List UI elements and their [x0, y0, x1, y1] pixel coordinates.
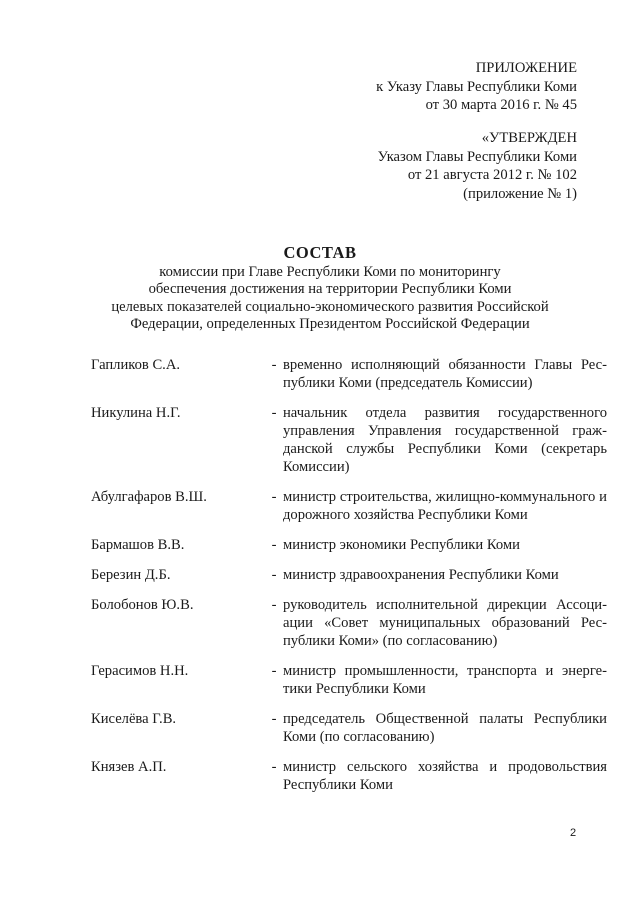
subtitle-line-3: целевых показателей социально-экономического развития Российской	[111, 298, 549, 315]
member-dash: -	[271, 597, 277, 613]
member-name: Абулгафаров В.Ш.	[91, 489, 207, 505]
subtitle-line-2: обеспечения достижения на территории Республики Коми	[148, 281, 512, 298]
member-name: Березин Д.Б.	[91, 567, 171, 583]
member-role: временно исполняющий обязанности Главы Республики Коми (председатель Комиссии)	[283, 357, 607, 391]
member-name: Болобонов Ю.В.	[91, 597, 194, 613]
member-name: Герасимов Н.Н.	[91, 663, 189, 679]
annex-header	[376, 59, 577, 115]
member-row	[91, 566, 607, 584]
member-row	[91, 536, 607, 554]
member-role: министр строительства, жилищно-коммунального и дорожного хозяйства Республики Коми	[283, 489, 607, 523]
member-role: председатель Общественной палаты Республики Коми (по согласованию)	[283, 711, 607, 745]
annex-line-1: ПРИЛОЖЕНИЕ	[475, 60, 577, 76]
member-role: министр сельского хозяйства и продовольствия Республики Коми	[283, 759, 607, 793]
annex-line-3: от 30 марта 2016 г. № 45	[425, 97, 577, 113]
members-list	[91, 356, 607, 806]
member-row	[91, 710, 607, 746]
member-dash: -	[271, 357, 277, 373]
subtitle-line-1: комиссии при Главе Республики Коми по мониторингу	[159, 264, 501, 280]
document-title: СОСТАВ	[283, 243, 357, 262]
annex-line-2: к Указу Главы Республики Коми	[376, 78, 577, 95]
approved-line-3: от 21 августа 2012 г. № 102	[407, 167, 577, 183]
member-name: Гапликов С.А.	[91, 357, 181, 373]
member-row	[91, 356, 607, 392]
approved-line-1: «УТВЕРЖДЕН	[481, 130, 577, 146]
member-role: руководитель исполнительной дирекции Ассоциации «Совет муниципальных образований Республики Коми» (по согласованию)	[283, 597, 607, 649]
member-name: Киселёва Г.В.	[91, 711, 177, 727]
member-role: министр экономики Республики Коми	[283, 537, 520, 553]
member-dash: -	[271, 759, 277, 775]
member-name: Никулина Н.Г.	[91, 405, 181, 421]
member-role: начальник отдела развития государственного управления Управления государственной гражданской службы Республики Коми (секретарь Комиссии)	[283, 405, 607, 475]
member-dash: -	[271, 663, 277, 679]
document-subtitle	[80, 264, 580, 333]
member-row	[91, 662, 607, 698]
member-dash: -	[271, 405, 277, 421]
member-role: министр промышленности, транспорта и энергетики Республики Коми	[283, 663, 607, 697]
approval-stamp-text	[378, 129, 577, 203]
page-number: 2	[570, 827, 577, 839]
member-dash: -	[271, 489, 277, 505]
member-dash: -	[271, 711, 277, 727]
member-row	[91, 488, 607, 524]
member-name: Бармашов В.В.	[91, 537, 185, 553]
member-name: Князев А.П.	[91, 759, 167, 775]
subtitle-line-4: Федерации, определенных Президентом Российской Федерации	[130, 315, 530, 332]
member-row	[91, 758, 607, 794]
approved-line-4: (приложение № 1)	[463, 185, 577, 202]
member-row	[91, 596, 607, 650]
member-dash: -	[271, 537, 277, 553]
member-dash: -	[271, 567, 277, 583]
member-role: министр здравоохранения Республики Коми	[283, 567, 559, 583]
member-row	[91, 404, 607, 476]
approved-line-2: Указом Главы Республики Коми	[377, 148, 577, 165]
